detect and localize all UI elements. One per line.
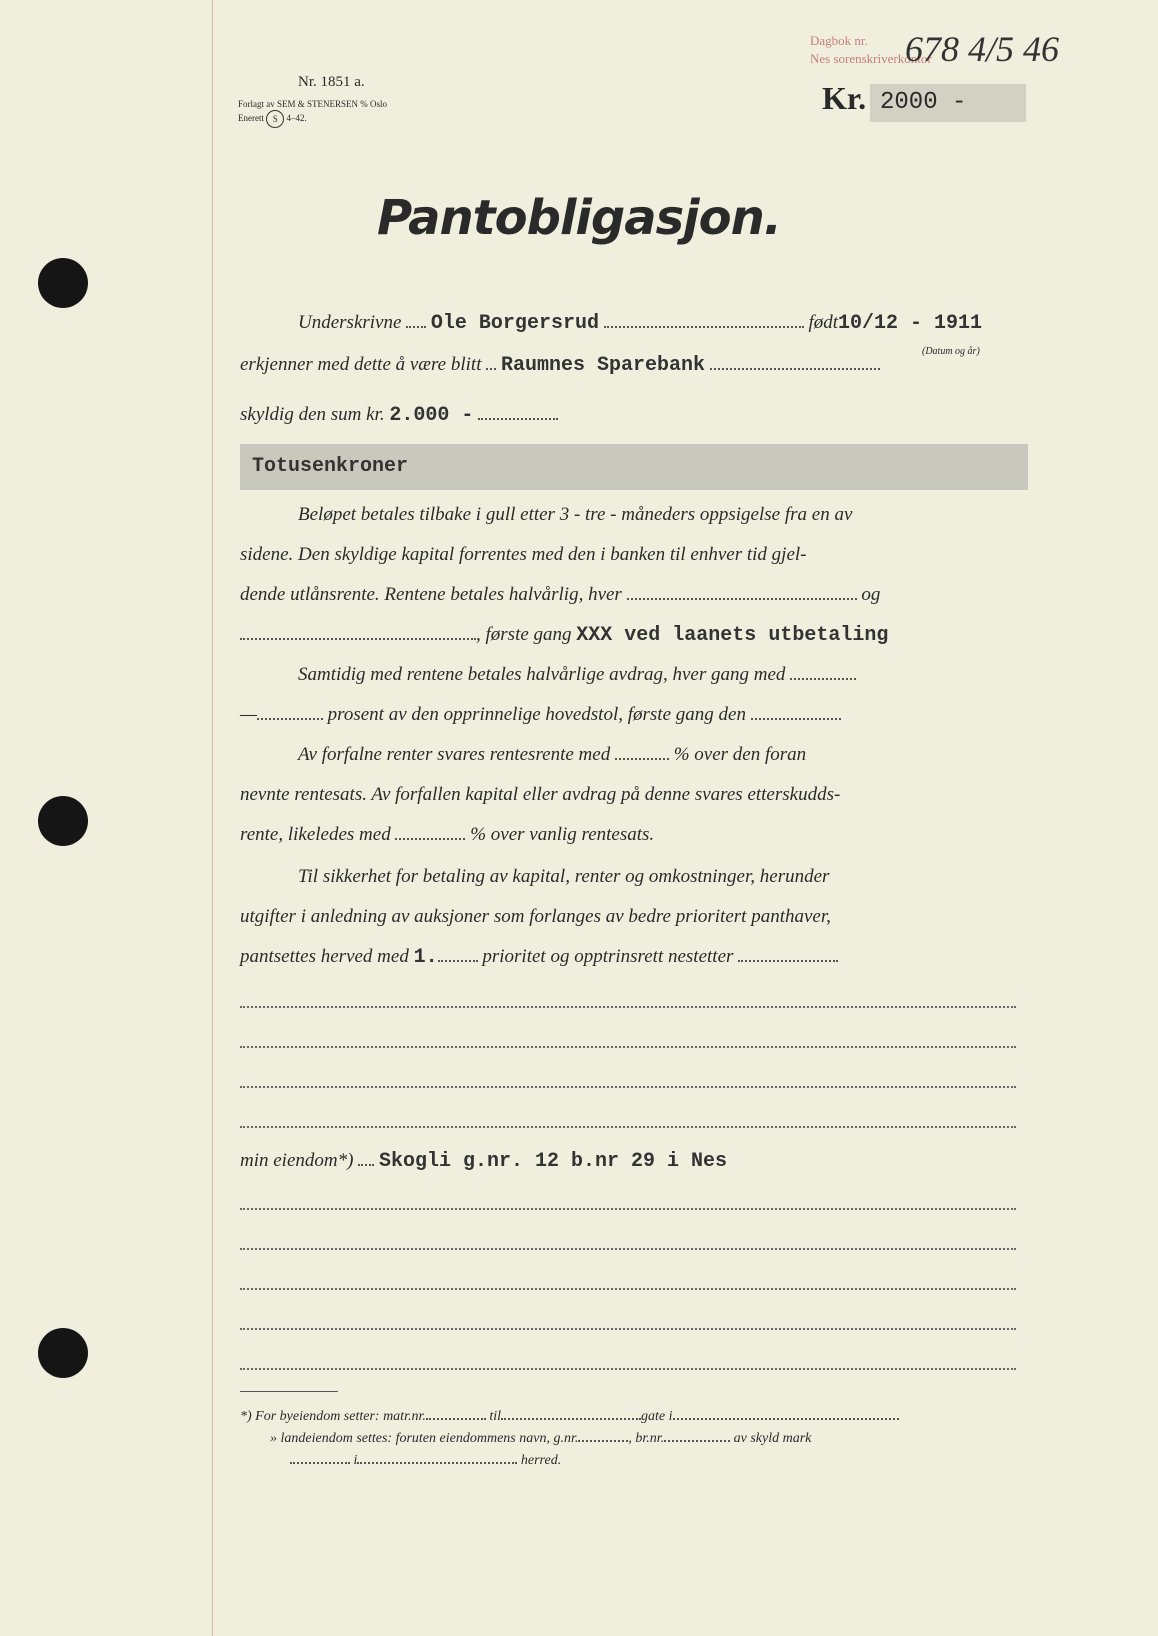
- document-title: Pantobligasjon.: [376, 190, 781, 246]
- publisher-seal-icon: S: [266, 110, 284, 128]
- priority-number: 1.: [413, 946, 438, 969]
- blank-fill-line: [240, 1044, 1016, 1048]
- paragraph-line: Til sikkerhet for betaling av kapital, renter og omkostninger, herunder: [298, 866, 830, 887]
- blank-fill-line: [240, 1286, 1016, 1290]
- creditor-line: erkjenner med dette å være blitt Raumnes Sparebank: [240, 354, 880, 377]
- paragraph-line: rente, likeledes med % over vanlig rentesats.: [240, 824, 655, 845]
- paragraph-line: Beløpet betales tilbake i gull etter 3 - tre - måneders oppsigelse fra en av: [298, 504, 853, 525]
- sum-value: 2.000 -: [389, 404, 474, 427]
- paragraph-line: utgifter i anledning av auksjoner som forlanges av bedre prioritert panthaver,: [240, 906, 831, 927]
- blank-fill-line: [240, 1366, 1016, 1370]
- blank-fill-line: [240, 1326, 1016, 1330]
- property-description: Skogli g.nr. 12 b.nr 29 i Nes: [378, 1150, 728, 1173]
- paragraph-line: Av forfalne renter svares rentesrente med % over den foran: [298, 744, 807, 765]
- blank-fill-line: [240, 1124, 1016, 1128]
- undersigned-line: Underskrivne Ole Borgersrud født10/12 - 1911: [298, 312, 983, 335]
- debtor-name: Ole Borgersrud: [430, 312, 599, 335]
- amount-in-words-field: Totusenkroner: [240, 444, 1028, 490]
- punch-hole: [38, 796, 88, 846]
- paragraph-line: nevnte rentesats. Av forfallen kapital eller avdrag på denne svares etterskudds-: [240, 784, 841, 805]
- paragraph-line: Samtidig med rentene betales halvårlige avdrag, hver gang med: [298, 664, 856, 686]
- paragraph-line: sidene. Den skyldige kapital forrentes med den i banken til enhver tid gjel-: [240, 544, 807, 565]
- kr-amount: 2000 -: [870, 84, 1026, 122]
- datum-hint: (Datum og år): [922, 346, 980, 357]
- paragraph-line: , første gang XXX ved laanets utbetaling: [240, 624, 888, 647]
- property-line: min eiendom*) Skogli g.nr. 12 b.nr 29 i Nes: [240, 1150, 728, 1173]
- blank-fill-line: [240, 1004, 1016, 1008]
- footnote-line: i herred.: [290, 1448, 561, 1469]
- punch-hole: [38, 1328, 88, 1378]
- first-payment-typed: XXX ved laanets utbetaling: [576, 624, 889, 647]
- form-number: Nr. 1851 a.: [298, 74, 365, 90]
- footnote-line: » landeiendom settes: foruten eiendommens navn, g.nr. , br.nr. av skyld mark: [270, 1426, 811, 1447]
- registry-stamp: Dagbok nr. Nes sorenskriverkontor: [810, 33, 932, 66]
- paragraph-line: pantsettes herved med 1. prioritet og opptrinsrett nestetter: [240, 946, 838, 969]
- blank-fill-line: [240, 1206, 1016, 1210]
- paragraph-line: — prosent av den opprinnelige hovedstol, første gang den: [240, 704, 841, 726]
- handwritten-reference: 678 4/5 46: [905, 29, 1060, 69]
- birth-date: 10/12 - 1911: [838, 312, 983, 335]
- blank-fill-line: [240, 1246, 1016, 1250]
- creditor-name: Raumnes Sparebank: [500, 354, 706, 377]
- footnote-rule: [240, 1391, 338, 1392]
- blank-fill-line: [240, 1084, 1016, 1088]
- footnote-line: *) For byeiendom setter: matr.nr. til gate i: [240, 1404, 899, 1425]
- paragraph-line: dende utlånsrente. Rentene betales halvårlig, hver og: [240, 584, 881, 605]
- publisher-imprint: Forlagt av SEM & STENERSEN % Oslo Enerett S 4–42.: [238, 98, 438, 128]
- kr-label: Kr.: [822, 80, 867, 116]
- sum-line: skyldig den sum kr. 2.000 -: [240, 404, 558, 427]
- punch-hole: [38, 258, 88, 308]
